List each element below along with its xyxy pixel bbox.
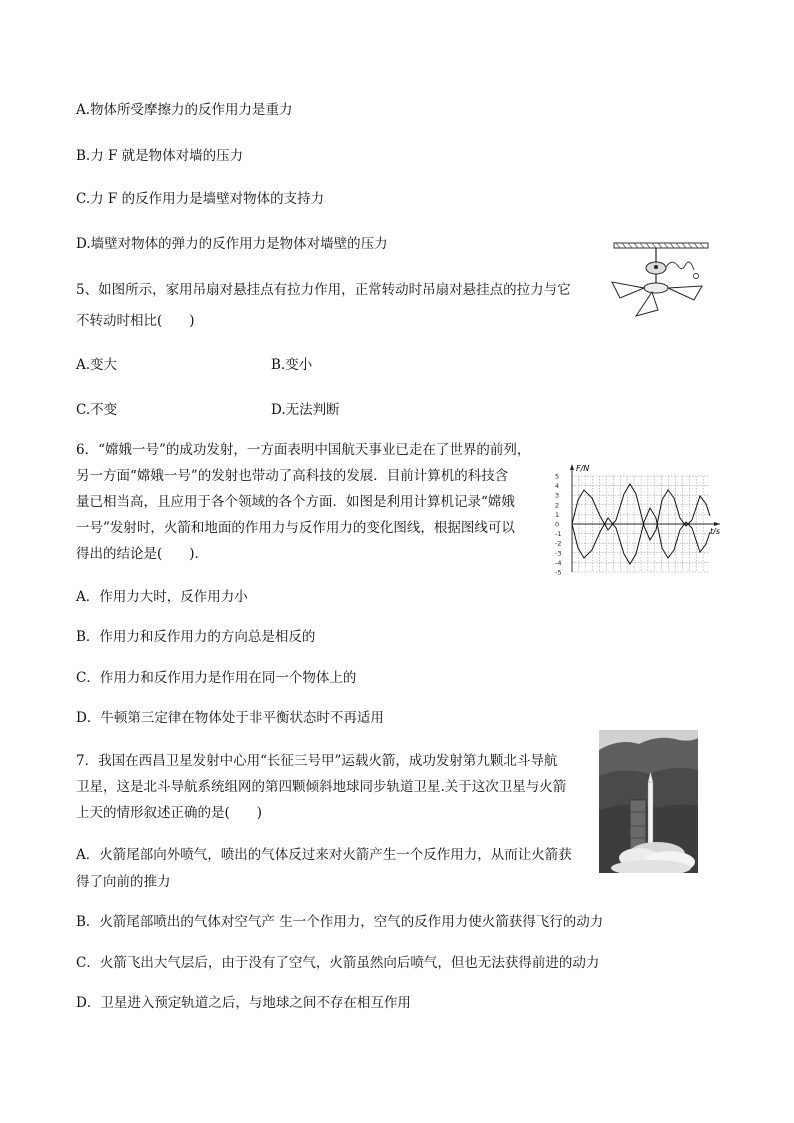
graph-y-tick-label: -5 (555, 568, 562, 577)
q5-stem-line2: 不转动时相比( ) (76, 313, 195, 329)
force-time-graph (550, 460, 730, 578)
q5-option-c: C.不变 (76, 402, 118, 418)
graph-y-tick-label: -2 (555, 539, 562, 548)
graph-x-label: t/s (710, 527, 720, 536)
graph-y-tick-label: 0 (555, 520, 560, 529)
q6-option-a: A．作用力大时，反作用力小 (76, 589, 248, 605)
graph-y-tick-label: 5 (555, 472, 560, 481)
q7-option-a-line1: A．火箭尾部向外喷气，喷出的气体反过来对火箭产生一个反作用力，从而让火箭获 (76, 847, 572, 863)
rocket-launch-photo (599, 730, 698, 873)
graph-y-tick-label: 1 (555, 510, 560, 519)
q6-stem-line1: 6．“嫦娥一号”的成功发射，一方面表明中国航天事业已走在了世界的前列， (76, 442, 531, 458)
q7-option-a-line2: 得了向前的推力 (76, 874, 171, 890)
q4-option-d: D.墙壁对物体的弹力的反作用力是物体对墙壁的压力 (76, 236, 388, 252)
q6-stem-line2: 另一方面“嫦娥一号”的发射也带动了高科技的发展．目前计算机的科技含 (76, 468, 509, 484)
q7-stem-line3: 上天的情形叙述正确的是( ) (76, 805, 263, 821)
q7-stem-line2: 卫星，这是北斗导航系统组网的第四颗倾斜地球同步轨道卫星.关于这次卫星与火箭 (76, 779, 567, 795)
graph-y-tick-label: 2 (555, 501, 560, 510)
q5-option-d: D.无法判断 (271, 402, 340, 418)
graph-y-tick-label: -1 (555, 530, 562, 539)
q5-option-b: B.变小 (271, 357, 313, 373)
graph-y-tick-label: 4 (555, 482, 560, 491)
q6-option-c: C．作用力和反作用力是作用在同一个物体上的 (76, 670, 357, 686)
q7-option-d: D．卫星进入预定轨道之后，与地球之间不存在相互作用 (76, 995, 411, 1011)
graph-y-tick-label: -4 (555, 558, 562, 567)
q7-option-c: C．火箭飞出大气层后，由于没有了空气，火箭虽然向后喷气，但也无法获得前进的动力 (76, 955, 600, 971)
q6-stem-line5: 得出的结论是( )． (76, 546, 209, 562)
q4-option-a: A.物体所受摩擦力的反作用力是重力 (76, 102, 293, 118)
q5-option-a: A.变大 (76, 357, 118, 373)
q7-stem-line1: 7．我国在西昌卫星发射中心用“长征三号甲”运载火箭，成功发射第九颗北斗导航 (76, 753, 558, 769)
ceiling-fan-figure (606, 240, 716, 322)
graph-y-label: F/N (576, 464, 590, 473)
graph-y-tick-label: -3 (555, 549, 562, 558)
q5-stem-line1: 5、如图所示，家用吊扇对悬挂点有拉力作用，正常转动时吊扇对悬挂点的拉力与它 (76, 282, 571, 298)
graph-y-tick-label: 3 (555, 491, 560, 500)
q7-option-b: B．火箭尾部喷出的气体对空气产 生一个作用力，空气的反作用力使火箭获得飞行的动力 (76, 914, 604, 930)
q6-option-b: B．作用力和反作用力的方向总是相反的 (76, 629, 316, 645)
q4-option-b: B.力 F 就是物体对墙的压力 (76, 148, 244, 164)
q6-option-d: D．牛顿第三定律在物体处于非平衡状态时不再适用 (76, 710, 384, 726)
q6-stem-line3: 量已相当高，且应用于各个领域的各个方面．如图是利用计算机记录“嫦娥 (76, 494, 515, 510)
q4-option-c: C.力 F 的反作用力是墙壁对物体的支持力 (76, 191, 325, 207)
q6-stem-line4: 一号”发射时，火箭和地面的作用力与反作用力的变化图线，根据图线可以 (76, 520, 515, 536)
